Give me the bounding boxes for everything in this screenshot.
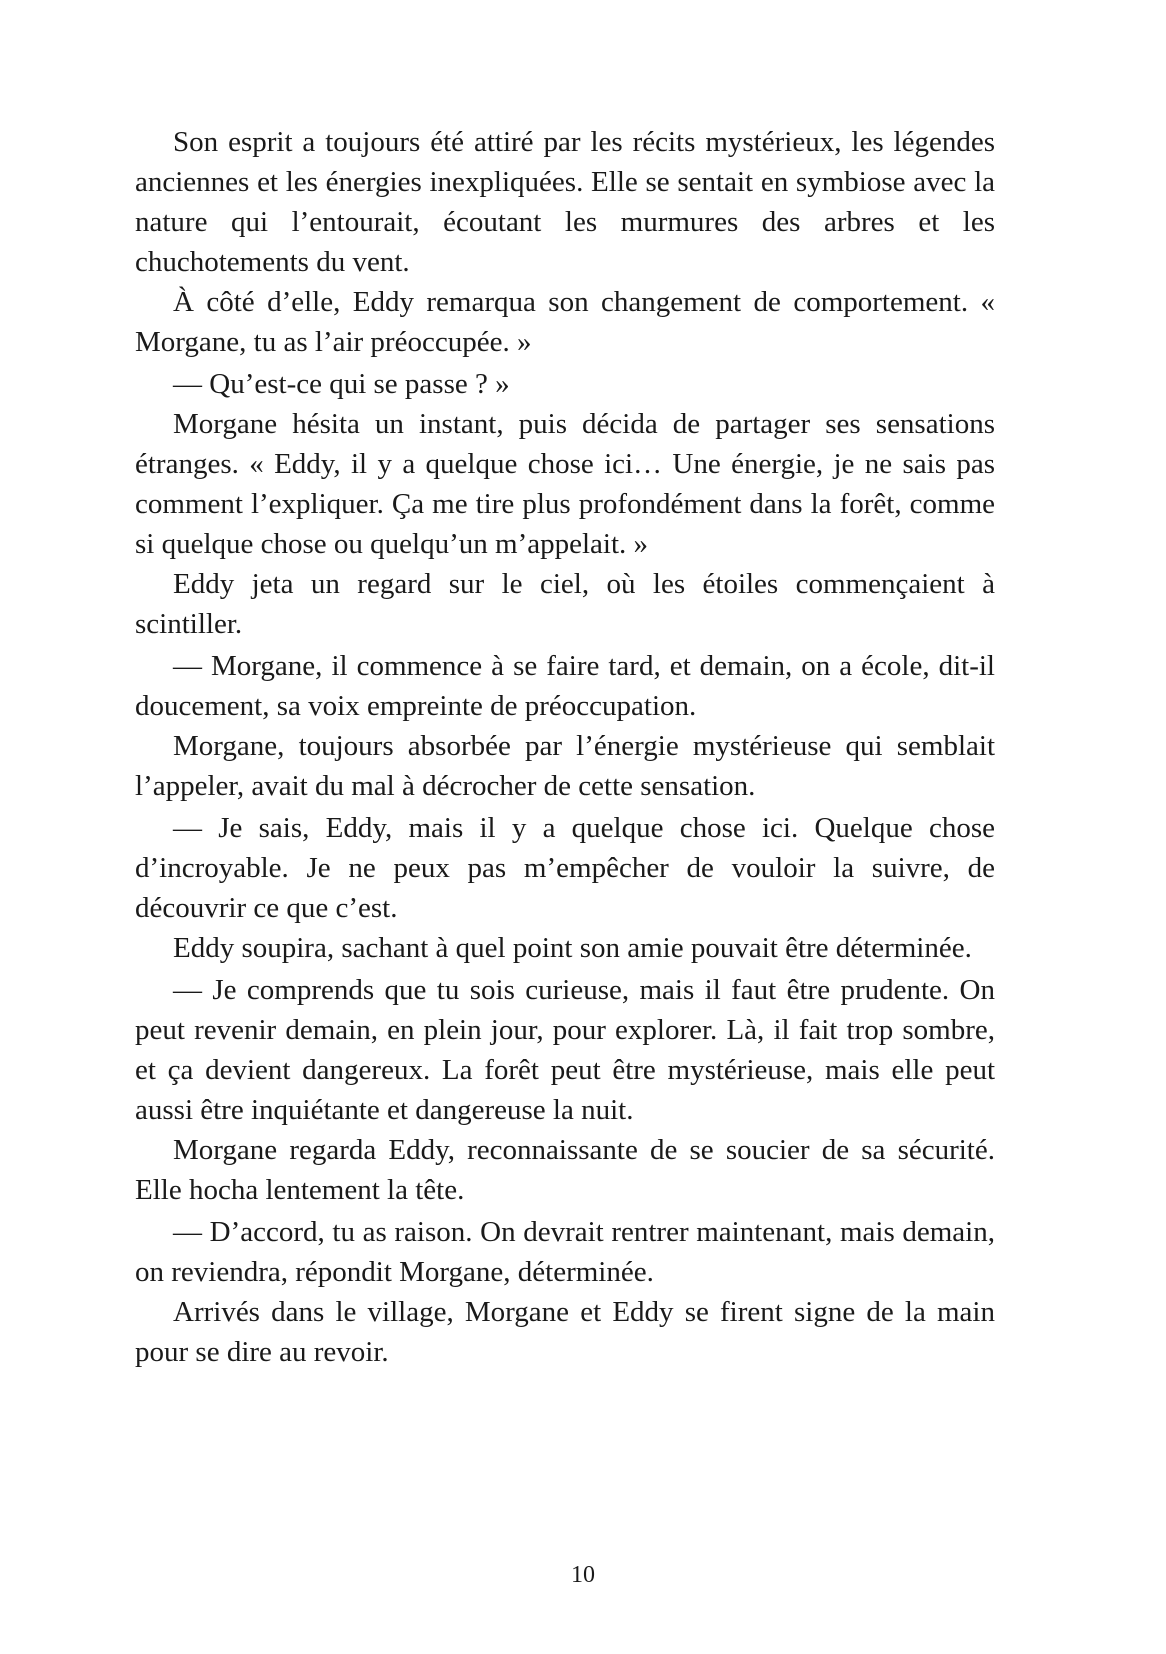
dialogue-paragraph: — Je sais, Eddy, mais il y a quelque chose ici. Quelque chose d’incroyable. Je ne peux pas m’empêcher de vouloir la suivre, de découvrir ce que c’est. bbox=[135, 812, 995, 924]
paragraph: Morgane hésita un instant, puis décida de partager ses sensations étranges. « Eddy, il y a quelque chose ici… Une énergie, je ne sais pas comment l’expliquer. Ça me tire plus profondément dans la forêt, comme si quelque chose ou quelqu’un m’appelait. » bbox=[135, 408, 995, 560]
page-number: 10 bbox=[571, 1562, 595, 1588]
paragraph: Morgane, toujours absorbée par l’énergie mystérieuse qui semblait l’appeler, avait du mal à décrocher de cette sensation. bbox=[135, 730, 995, 802]
body-text bbox=[135, 122, 995, 1372]
paragraph: Morgane regarda Eddy, reconnaissante de se soucier de sa sécurité. Elle hocha lentement la tête. bbox=[135, 1134, 995, 1206]
paragraph: Son esprit a toujours été attiré par les récits mystérieux, les légendes anciennes et les énergies inexpliquées. Elle se sentait en symbiose avec la nature qui l’entourait, écoutant les murmures des arbres et les chuchotements du vent. bbox=[135, 126, 995, 278]
paragraph: Eddy jeta un regard sur le ciel, où les étoiles commençaient à scintiller. bbox=[135, 568, 995, 640]
dialogue-paragraph: — D’accord, tu as raison. On devrait rentrer maintenant, mais demain, on reviendra, répondit Morgane, déterminée. bbox=[135, 1216, 995, 1288]
paragraph: À côté d’elle, Eddy remarqua son changement de comportement. « Morgane, tu as l’air préoccupée. » bbox=[135, 286, 995, 358]
dialogue-paragraph: — Je comprends que tu sois curieuse, mais il faut être prudente. On peut revenir demain, en plein jour, pour explorer. Là, il fait trop sombre, et ça devient dangereux. La forêt peut être mystérieuse, mais elle peut aussi être inquiétante et dangereuse la nuit. bbox=[135, 974, 995, 1126]
paragraph: Eddy soupira, sachant à quel point son amie pouvait être déterminée. bbox=[173, 932, 972, 964]
paragraph: Arrivés dans le village, Morgane et Eddy se firent signe de la main pour se dire au revoir. bbox=[135, 1296, 995, 1368]
dialogue-paragraph: — Morgane, il commence à se faire tard, et demain, on a école, dit-il doucement, sa voix empreinte de préoccupation. bbox=[135, 650, 995, 722]
dialogue-paragraph: — Qu’est-ce qui se passe ? » bbox=[173, 368, 510, 400]
